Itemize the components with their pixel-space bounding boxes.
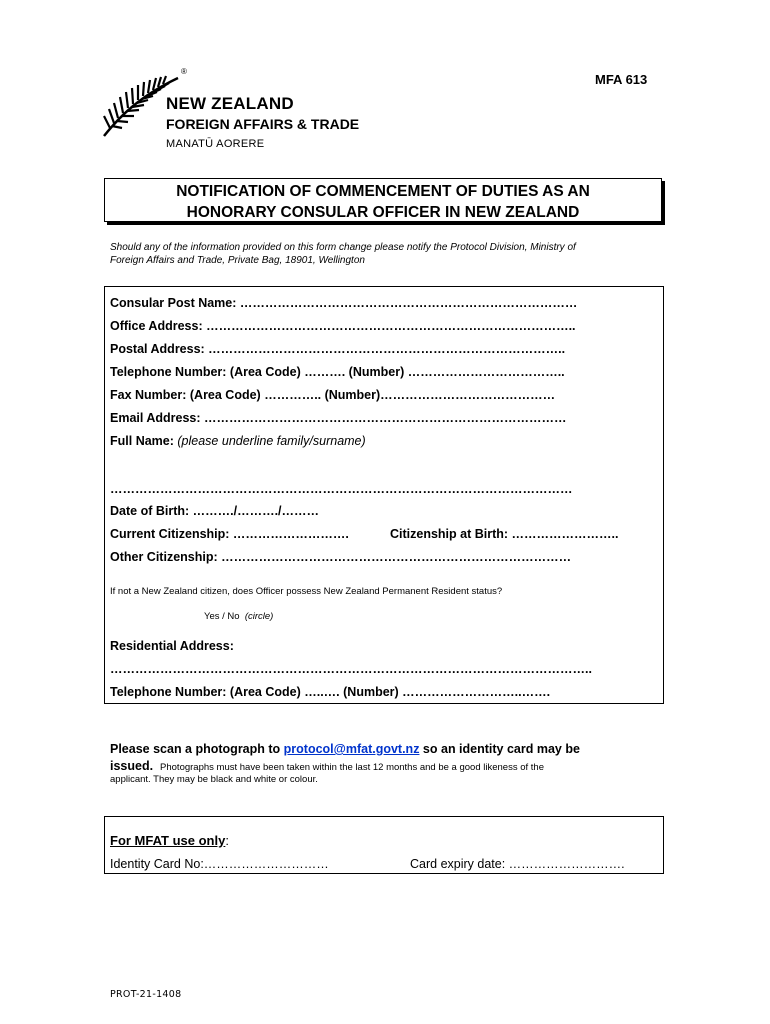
office-address-field[interactable]: Office Address: …………………………………………………………………………….. [110,319,576,333]
fax-field[interactable]: Fax Number: (Area Code) ………….. (Number)…………………………………… [110,388,556,402]
logo-manatu-aorere: MANATŪ AORERE [166,138,265,150]
mfat-use-title [110,833,229,848]
identity-card-field[interactable]: Identity Card No:………………………… [110,857,329,871]
notice-line-2: Foreign Affairs and Trade, Private Bag, 18901, Wellington [110,255,365,266]
logo-foreign-affairs: FOREIGN AFFAIRS & TRADE [166,116,360,132]
residential-address-label: Residential Address: [110,639,234,653]
postal-address-field[interactable]: Postal Address: ………………………………………………………………………….. [110,342,566,356]
residential-address-field[interactable]: …………………………………………………………………………………………………….. [110,662,592,676]
notice-line-1: Should any of the information provided on this form change please notify the Protocol Division, Ministry of [110,242,576,253]
citizenship-at-birth-field[interactable]: Citizenship at Birth: …………………….. [390,527,619,541]
photo-instructions [110,741,670,776]
card-expiry-field[interactable]: Card expiry date: ………………………. [410,857,625,871]
circle-hint: (circle) [244,611,274,622]
full-name-hint: (please underline family/surname) [177,434,366,448]
logo-new-zealand: NEW ZEALAND [166,94,294,113]
mfat-use-title-text: For MFAT use only [110,833,226,848]
document-reference: PROT-21-1408 [110,989,182,1000]
registered-mark: ® [181,67,187,76]
change-notice [110,241,670,267]
residential-telephone-field[interactable]: Telephone Number: (Area Code) …..…. (Number) ………………………..……. [110,685,551,699]
photo-suffix: so an identity card may be [419,742,580,756]
yes-no-options[interactable]: Yes / No [204,611,240,622]
photo-prefix: Please scan a photograph to [110,742,284,756]
permanent-resident-options[interactable] [204,611,273,622]
photo-note-2: applicant. They may be black and white or colour. [110,774,318,785]
permanent-resident-question: If not a New Zealand citizen, does Officer possess New Zealand Permanent Resident status? [110,586,503,597]
form-number: MFA 613 [595,72,648,87]
photo-issued: issued. [110,759,154,773]
mfat-logo [100,66,370,156]
date-of-birth-field[interactable]: Date of Birth: ………./………./……… [110,504,320,518]
photo-note-1: Photographs must have been taken within the last 12 months and be a good likeness of the [160,762,544,773]
protocol-email-link[interactable]: protocol@mfat.govt.nz [283,742,420,756]
email-field[interactable]: Email Address: …………………………………………………………………………… [110,411,567,425]
title-line-2: HONORARY CONSULAR OFFICER IN NEW ZEALAND [186,204,580,221]
mfat-use-colon: : [225,833,229,848]
telephone-field[interactable]: Telephone Number: (Area Code) ………. (Number) ……………………………….. [110,365,565,379]
full-name-field[interactable]: ………………………………………………………………………………………………… [110,482,573,496]
other-citizenship-field[interactable]: Other Citizenship: ………………………………………………………………………… [110,550,572,564]
title-line-1: NOTIFICATION OF COMMENCEMENT OF DUTIES AS AN [176,183,590,200]
current-citizenship-field[interactable]: Current Citizenship: ………………………. [110,527,349,541]
consular-post-field[interactable]: Consular Post Name: ……………………………………………………………………… [110,296,578,310]
full-name-label [110,434,366,448]
full-name-label-text: Full Name: [110,434,174,448]
form-title [104,178,662,222]
